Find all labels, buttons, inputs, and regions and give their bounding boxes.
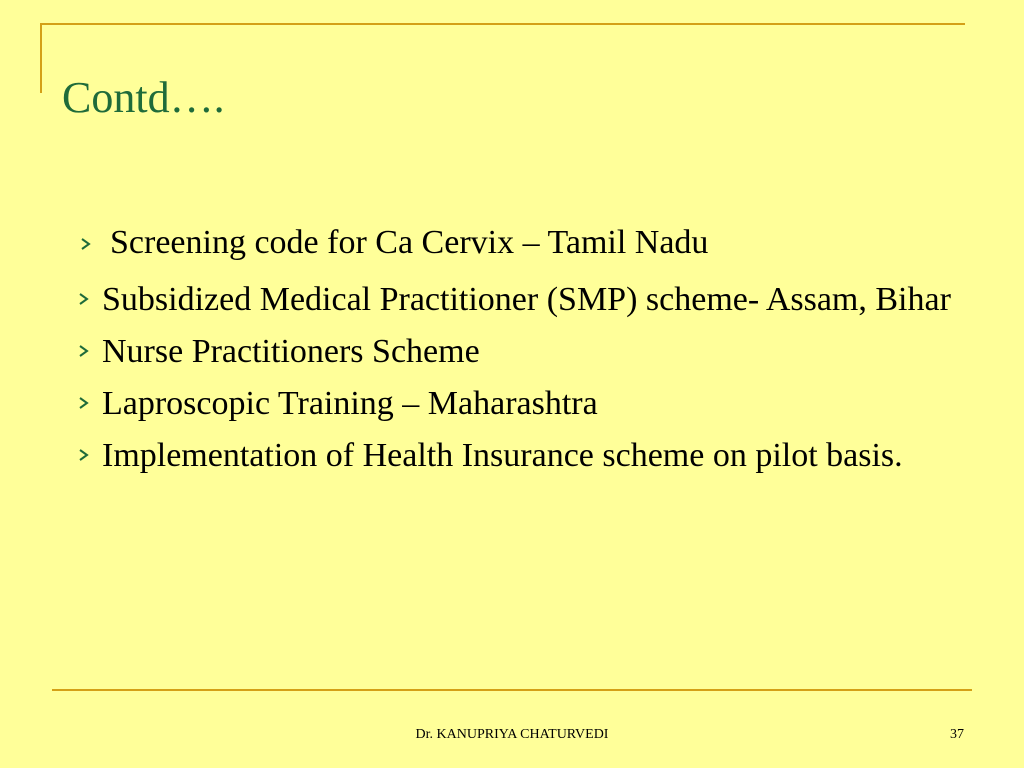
footer-rule [52,689,972,691]
chevron-right-icon [76,279,102,320]
bullet-text: Subsidized Medical Practitioner (SMP) scheme- Assam, Bihar [102,281,951,318]
bullet-text: Laproscopic Training – Maharashtra [102,385,598,422]
bullet-item [76,435,964,476]
frame-top-rule [40,23,965,25]
slide-title: Contd…. [62,73,225,122]
frame-left-rule [40,23,42,93]
chevron-right-icon [76,222,110,263]
page-number: 37 [950,727,964,742]
bullet-item [76,222,964,263]
bullet-list [76,222,964,487]
bullet-text: Implementation of Health Insurance scheme on pilot basis. [102,437,903,474]
chevron-right-icon [76,331,102,372]
bullet-text: Screening code for Ca Cervix – Tamil Nadu [110,224,709,261]
bullet-item [76,279,964,320]
footer-author: Dr. KANUPRIYA CHATURVEDI [415,727,609,742]
bullet-item [76,331,964,372]
chevron-right-icon [76,383,102,424]
chevron-right-icon [76,435,102,476]
bullet-text: Nurse Practitioners Scheme [102,333,480,370]
bullet-item [76,383,964,424]
